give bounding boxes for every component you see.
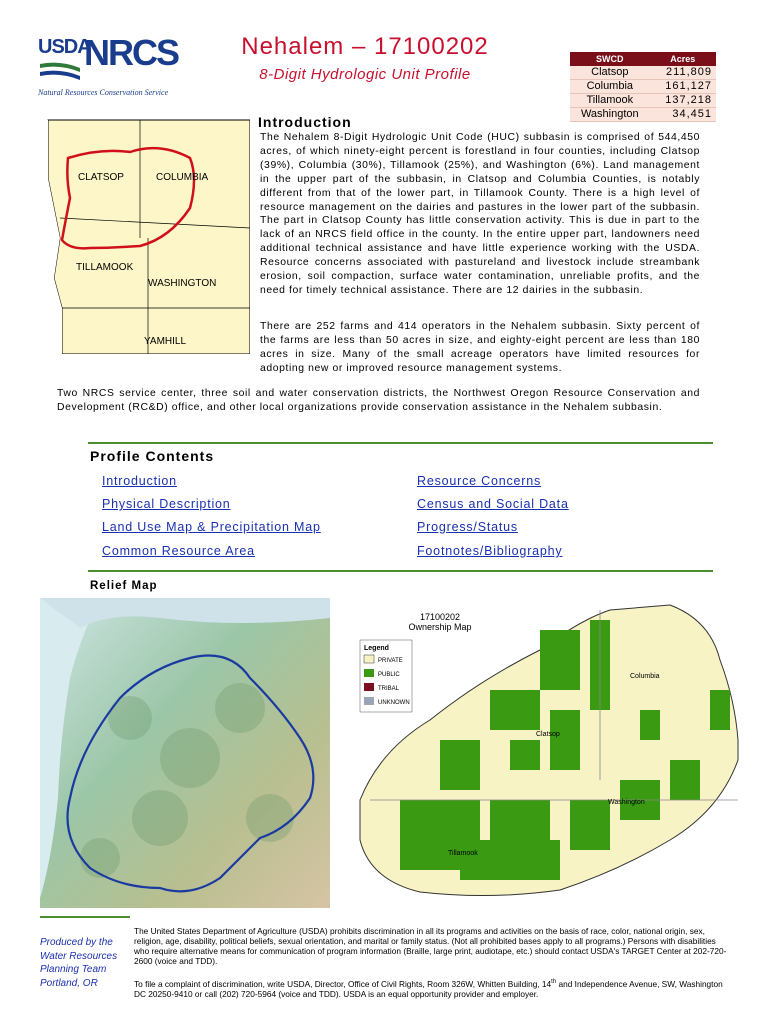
table-row [570,66,716,80]
swcd-name: Washington [570,108,650,122]
ownership-map-image [340,600,750,900]
ownership-label-clatsop: Clatsop [536,731,560,738]
swcd-name: Clatsop [570,66,650,80]
relief-map-heading: Relief Map [90,580,158,592]
swcd-acres: 161,127 [650,80,716,94]
county-label-clatsop: CLATSOP [78,172,124,183]
county-label-washington: WASHINGTON [148,278,217,289]
intro-paragraph-3: Two NRCS service center, three soil and water conservation districts, the Northwest Oregon Resource Conservation and Development (RC&D) office, and other local organizations provide conservation assistance in the Nehalem subbasin. [57,388,700,413]
complaint-notice [134,977,730,999]
table-row [570,94,716,108]
county-locator-map [40,118,250,354]
complaint-text-superscript: th [551,979,557,985]
ownership-label-columbia: Columbia [630,673,660,680]
county-label-columbia: COLUMBIA [156,172,209,183]
complaint-text-part2: and Independence Avenue, SW, Washington DC 20250-9410 or call (202) 720-5964 (voice and TDD). USDA is an equal opportunity provider and employer. [134,978,723,999]
page-title: Nehalem – 17100202 [241,33,489,60]
toc-link-census-social-data[interactable]: Census and Social Data [417,497,569,511]
logo-tagline: Natural Resources Conservation Service [38,88,169,97]
toc-link-footnotes-bibliography[interactable]: Footnotes/Bibliography [417,544,563,558]
ownership-label-washington: Washington [608,799,645,806]
ownership-map-subtitle: Ownership Map [408,622,472,632]
ownership-legend-title: Legend [364,645,389,652]
toc-link-common-resource-area[interactable]: Common Resource Area [102,544,255,558]
table-row [570,80,716,94]
relief-map-image [40,598,330,908]
swcd-name: Tillamook [570,94,650,108]
nrcs-logo-text: NRCS [84,32,179,73]
legend-tribal: TRIBAL [378,686,400,692]
usda-logo-swoosh-icon [40,60,80,84]
profile-contents-heading: Profile Contents [90,448,215,464]
ownership-label-tillamook: Tillamook [448,850,478,857]
section-divider [88,570,713,572]
complaint-text-part1: To file a complaint of discrimination, write USDA, Director, Office of Civil Rights, Room 326W, Whitten Building, 14 [134,978,552,989]
swcd-acres: 34,451 [650,108,716,122]
toc-link-progress-status[interactable]: Progress/Status [417,520,518,534]
footer-divider [40,916,130,918]
toc-link-physical-description[interactable]: Physical Description [102,497,231,511]
table-header-acres: Acres [650,52,716,66]
swcd-acres: 137,218 [650,94,716,108]
usda-logo-text: USDA [38,36,91,58]
legend-private: PRIVATE [378,658,403,664]
toc-link-land-use-map[interactable]: Land Use Map & Precipitation Map [102,520,321,534]
intro-paragraph-2: There are 252 farms and 414 operators in the Nehalem subbasin. Sixty percent of the farms are less than 50 acres in size, and eighty-eight percent are less than 180 acres in size. Many of the small acreage operators have limited resources for adopting new or improved resource management systems. [260,321,700,374]
swcd-acres-table [570,52,716,122]
swcd-acres: 211,809 [650,66,716,80]
section-divider [88,442,713,444]
county-label-tillamook: TILLAMOOK [76,262,134,273]
legend-unknown: UNKNOWN [378,700,410,706]
intro-heading: Introduction [258,114,352,130]
table-header-swcd: SWCD [570,52,650,66]
toc-link-resource-concerns[interactable]: Resource Concerns [417,474,542,488]
intro-paragraph-1: The Nehalem 8-Digit Hydrologic Unit Code (HUC) subbasin is comprised of 544,450 acres, of which ninety-eight percent is forestland in four counties, including Clatsop (39%), Columbia (30%), Tillamook (25%), and Washington (6%). Land management in the upper part of the subbasin, in Clatsop and Columbia Counties, is notably different from that of the lower part, in Tillamook County. There is a high level of resource management on the dairies and pastures in the lower part of the subbasin. The part in Clatsop County has little conservation activity. This is due in part to the lack of an NRCS field office in the county. In the entire upper part, landowners need additional technical assistance and have little experience working with the USDA. Resource concerns associated with pastureland and livestock include streambank erosion, soil compaction, surface water contamination, unreliable profits, and the need for timely technical assistance. There are 12 dairies in the subbasin. [260,132,700,296]
table-row [570,108,716,122]
ownership-map-title: 17100202 [419,612,461,622]
county-label-yamhill: YAMHILL [144,336,187,347]
legend-public: PUBLIC [378,672,400,678]
usda-nrcs-logo [38,32,179,98]
swcd-name: Columbia [570,80,650,94]
page-subtitle: 8-Digit Hydrologic Unit Profile [259,66,471,83]
produced-by-credit: Produced by the Water Resources Planning Team Portland, OR [40,937,118,989]
toc-link-introduction[interactable]: Introduction [102,474,177,488]
nondiscrimination-notice: The United States Department of Agriculture (USDA) prohibits discrimination in all its programs and activities on the basis of race, color, national origin, sex, religion, age, disability, political beliefs, sexual orientation, and marital or family status. (Not all prohibited bases apply to all programs.) Persons with disabilities who require alternative means for communication of program information (Braille, large print, audiotape, etc.) should contact USDA's TARGET Center at 202-720-2600 (voice and TDD). [134,926,727,966]
